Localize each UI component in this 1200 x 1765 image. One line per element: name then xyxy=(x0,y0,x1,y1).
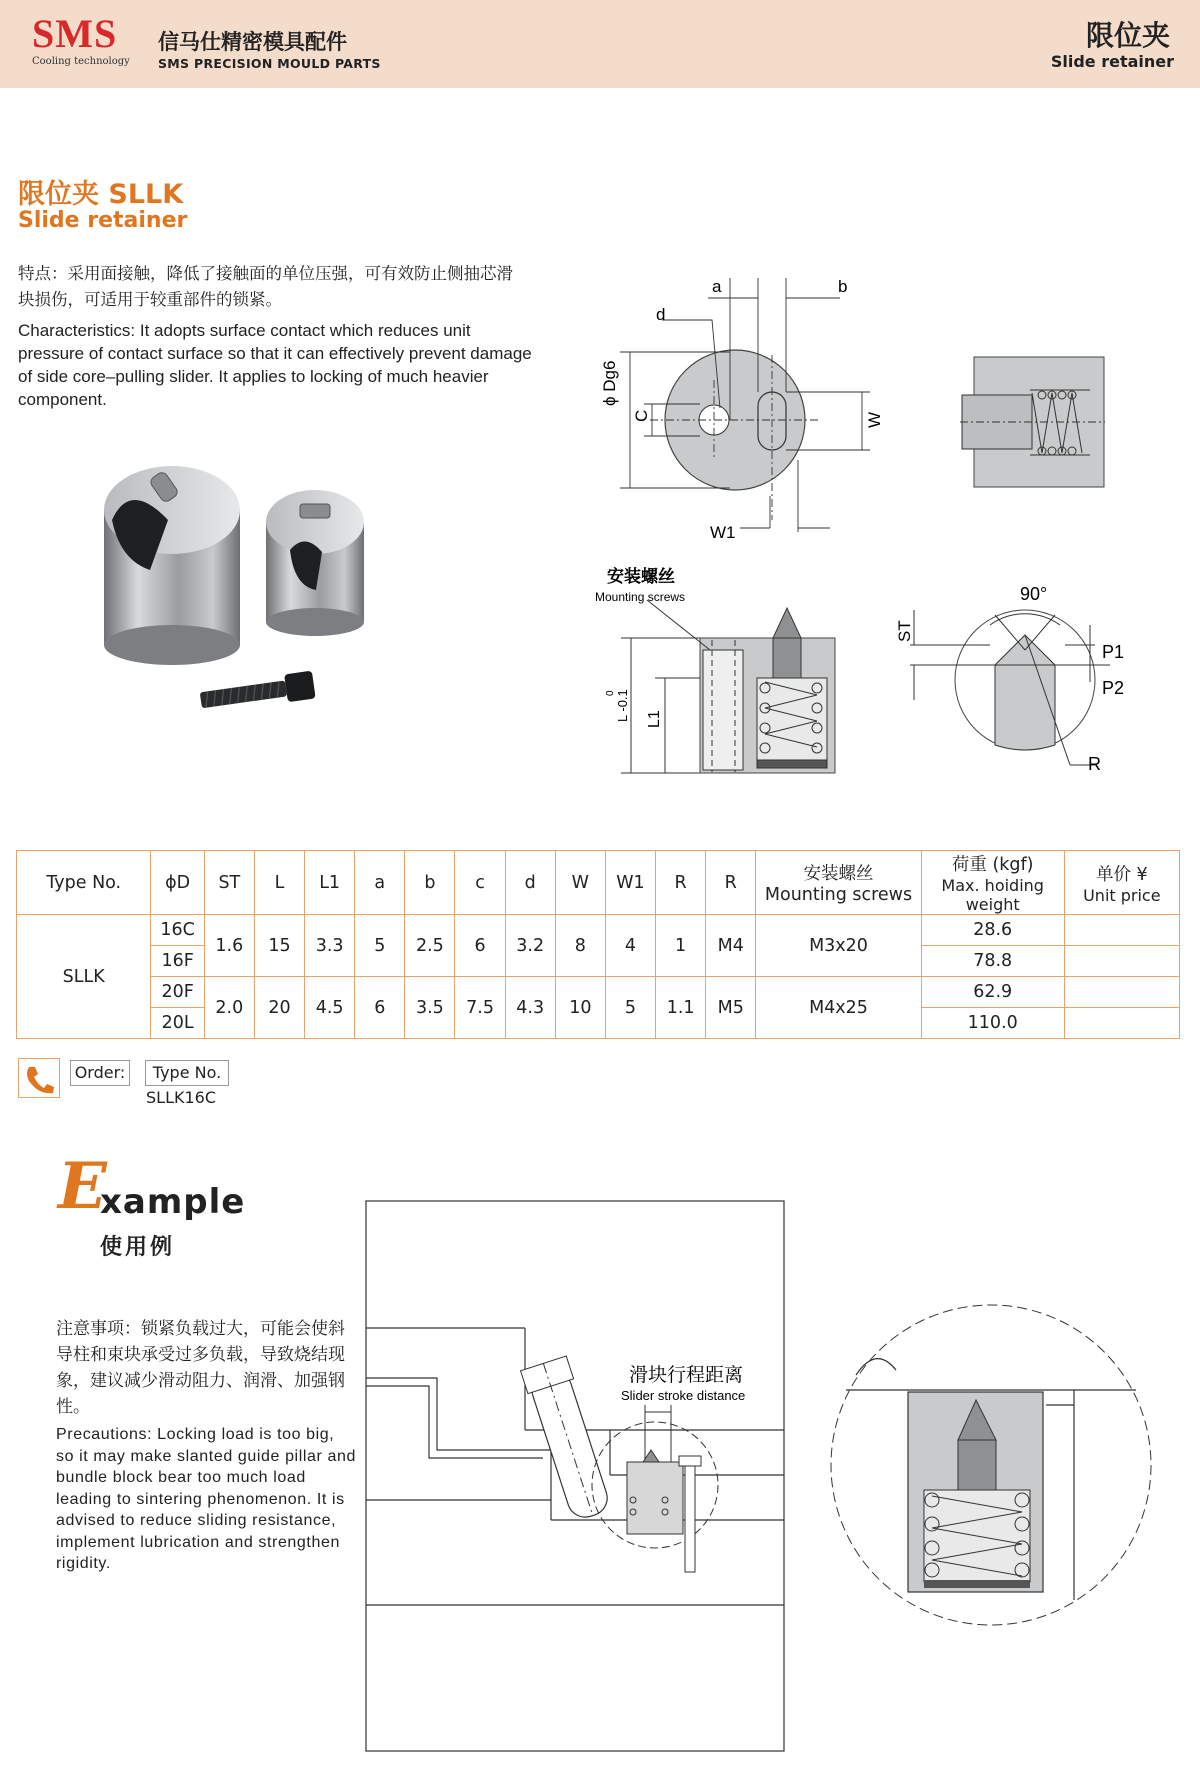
page-title-en: Slide retainer xyxy=(1050,52,1174,71)
table-header-row xyxy=(17,851,1180,915)
dim-label-dg6: ϕ Dg6 xyxy=(600,360,619,406)
logo-text: SMS xyxy=(32,11,118,56)
cell-screw: M3x20 xyxy=(756,915,921,977)
cell-w1: 4 xyxy=(605,915,655,977)
dim-label-b: b xyxy=(838,277,848,296)
col-header-r: R xyxy=(656,851,706,915)
order-label: Order: xyxy=(70,1060,130,1086)
cell-load: 110.0 xyxy=(921,1008,1064,1039)
cell-price xyxy=(1064,946,1179,977)
dim-label-p2: P2 xyxy=(1102,678,1125,698)
section-view-drawing xyxy=(585,560,845,780)
cell-load: 62.9 xyxy=(921,977,1064,1008)
features-cn: 特点：采用面接触，降低了接触面的单位压强，可有效防止侧抽芯滑块损伤，可适用于较重部件的锁紧。 xyxy=(18,264,513,309)
col-header-b: b xyxy=(405,851,455,915)
col-header-price-cn: 单价 ¥ xyxy=(1095,864,1148,885)
col-header-a: a xyxy=(355,851,405,915)
dim-label-c: C xyxy=(632,409,651,422)
tip-detail-drawing xyxy=(880,570,1140,780)
dim-label-p1: P1 xyxy=(1102,642,1125,662)
cell-l1: 4.5 xyxy=(305,977,355,1039)
cell-w1: 5 xyxy=(605,977,655,1039)
cell-c: 7.5 xyxy=(455,977,505,1039)
col-header-w: W xyxy=(555,851,605,915)
cell-a: 6 xyxy=(355,977,405,1039)
cell-price xyxy=(1064,1008,1179,1039)
cell-load: 28.6 xyxy=(921,915,1064,946)
dim-label-a: a xyxy=(712,277,722,296)
col-header-l: L xyxy=(254,851,304,915)
table-row xyxy=(17,915,1180,946)
top-view-drawing xyxy=(580,270,910,540)
cell-r2: M5 xyxy=(706,977,756,1039)
col-header-l1: L1 xyxy=(305,851,355,915)
cell-r2: M4 xyxy=(706,915,756,977)
screw-icon xyxy=(199,671,316,715)
col-header-mount-cn: 安装螺丝 xyxy=(803,864,874,884)
cell-type: SLLK xyxy=(17,915,151,1039)
cell-d-code: 16F xyxy=(151,946,204,977)
dim-label-l-tolerance-top: 0 xyxy=(605,690,616,696)
page-title-cn: 限位夹 xyxy=(1085,19,1170,52)
cell-l1: 3.3 xyxy=(305,915,355,977)
product-photo xyxy=(90,460,430,720)
col-header-r2: R xyxy=(706,851,756,915)
col-header-load-en: Max. hoiding weight xyxy=(941,876,1044,914)
cell-load: 78.8 xyxy=(921,946,1064,977)
cell-b: 3.5 xyxy=(405,977,455,1039)
cell-r: 1 xyxy=(656,915,706,977)
col-header-type: Type No. xyxy=(17,851,151,915)
cell-l: 20 xyxy=(254,977,304,1039)
dim-label-r: R xyxy=(1088,754,1101,774)
slider-stroke-label-en: Slider stroke distance xyxy=(621,1388,746,1403)
dim-label-l1: L1 xyxy=(646,710,663,728)
mounting-screws-label-en: Mounting screws xyxy=(595,590,686,604)
phone-icon xyxy=(18,1058,60,1098)
cell-d: 4.3 xyxy=(505,977,555,1039)
col-header-price-en: Unit price xyxy=(1083,885,1161,905)
cell-d-code: 20F xyxy=(151,977,204,1008)
cell-a: 5 xyxy=(355,915,405,977)
table-row xyxy=(17,977,1180,1008)
cell-st: 2.0 xyxy=(204,977,254,1039)
order-example: SLLK16C xyxy=(146,1088,217,1107)
col-header-load-cn: 荷重 (kgf) xyxy=(951,855,1034,875)
cell-price xyxy=(1064,915,1179,946)
cell-c: 6 xyxy=(455,915,505,977)
dim-label-st: ST xyxy=(895,620,914,642)
col-header-w1: W1 xyxy=(605,851,655,915)
cell-r: 1.1 xyxy=(656,977,706,1039)
small-cylinder-top xyxy=(266,490,364,554)
cell-screw: M4x25 xyxy=(756,977,921,1039)
order-type-label: Type No. xyxy=(145,1060,229,1086)
angle-label: 90° xyxy=(1020,584,1048,604)
company-name-en: SMS PRECISION MOULD PARTS xyxy=(158,56,381,71)
cell-price xyxy=(1064,977,1179,1008)
cell-st: 1.6 xyxy=(204,915,254,977)
slider-stroke-label-cn: 滑块行程距离 xyxy=(629,1365,744,1386)
dim-label-l-tolerance: L -0.1 xyxy=(615,689,630,722)
example-title-cn: 使用例 xyxy=(100,1235,176,1260)
mould-assembly-drawing xyxy=(365,1200,785,1752)
col-header-dd: d xyxy=(505,851,555,915)
precautions-cn: 注意事项：锁紧负载过大，可能会使斜导柱和束块承受过多负载，导致烧结现象，建议减少滑动阻力、润滑、加强钢性。 xyxy=(56,1319,345,1417)
cell-d: 3.2 xyxy=(505,915,555,977)
col-header-c: c xyxy=(455,851,505,915)
cell-b: 2.5 xyxy=(405,915,455,977)
dim-label-w: W xyxy=(865,411,884,428)
zoom-detail-drawing xyxy=(826,1300,1156,1630)
product-title-cn: 限位夹 SLLK xyxy=(18,179,184,210)
cell-w: 10 xyxy=(555,977,605,1039)
logo-subtitle: Cooling technology xyxy=(32,56,130,67)
cell-l: 15 xyxy=(254,915,304,977)
dim-label-w1: W1 xyxy=(710,523,736,540)
side-view-drawing xyxy=(960,355,1105,495)
col-header-price xyxy=(1064,851,1179,915)
col-header-mounting-screws xyxy=(756,851,921,915)
cell-d-code: 20L xyxy=(151,1008,204,1039)
spec-table xyxy=(16,850,1180,1039)
mounting-screws-label-cn: 安装螺丝 xyxy=(607,567,675,586)
col-header-load xyxy=(921,851,1064,915)
brand-logo xyxy=(32,11,140,74)
product-title-en: Slide retainer xyxy=(18,208,188,233)
cell-w: 8 xyxy=(555,915,605,977)
company-name-cn: 信马仕精密模具配件 xyxy=(158,30,347,54)
dim-label-d: d xyxy=(656,305,666,324)
example-title-letter: E xyxy=(58,1149,107,1224)
col-header-mount-en: Mounting screws xyxy=(764,885,913,905)
col-header-st: ST xyxy=(204,851,254,915)
cell-d-code: 16C xyxy=(151,915,204,946)
precautions-en: Precautions: Locking load is too big, so it may make slanted guide pillar and bundle block bear too much load leading to sintering phenomenon. It is advised to reduce sliding resistance, implement lubrication and strengthen rigidity. xyxy=(56,1426,356,1572)
features-en: Characteristics: It adopts surface contact which reduces unit pressure of contact surface so that it can effectively prevent damage of side core–pulling slider. It applies to locking of much heavier component. xyxy=(18,321,532,409)
col-header-d: ϕD xyxy=(151,851,204,915)
example-title: xample xyxy=(100,1182,246,1222)
